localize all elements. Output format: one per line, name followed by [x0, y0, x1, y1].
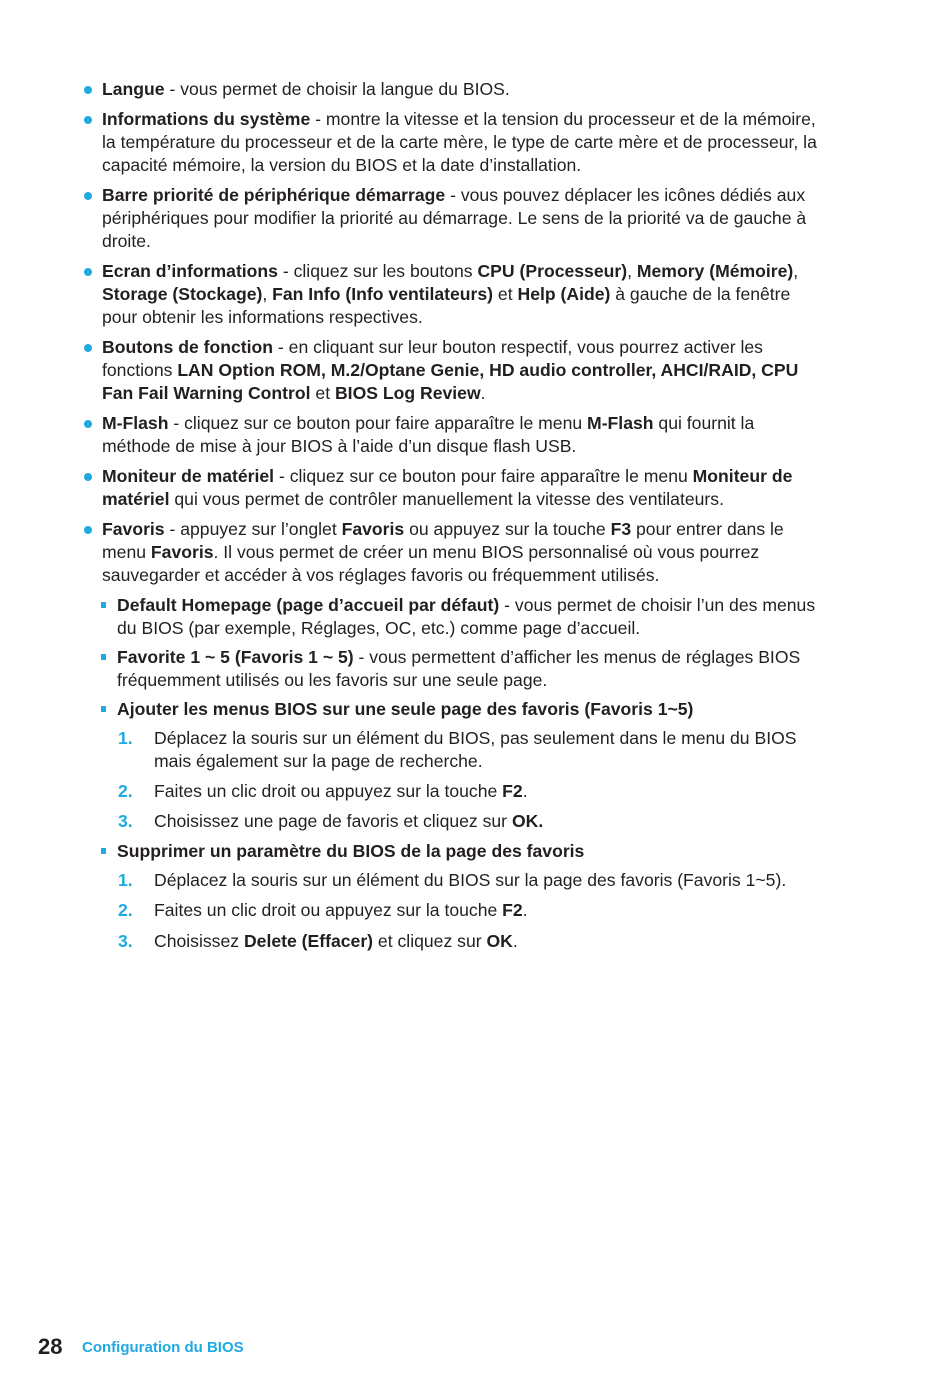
text: - vous permet de choisir l’un des menus du BIOS (par exemple, Réglages, OC, etc.) comme page d’accueil.	[117, 595, 816, 638]
bold-text: Favoris	[150, 542, 214, 562]
step-number: 3.	[118, 811, 133, 831]
list-item	[0, 260, 822, 329]
square-bullet-icon	[101, 602, 106, 608]
text: - cliquez sur les boutons	[277, 261, 478, 281]
text: - en cliquant sur leur bouton respectif, vous pourrez activer les fonctions	[102, 337, 763, 380]
bold-text: BIOS Log Review	[334, 383, 481, 403]
bold-text: Favoris	[341, 519, 405, 539]
add-favorites-heading: Ajouter les menus BIOS sur une seule page des favoris (Favoris 1~5)	[0, 698, 822, 721]
text: et cliquez sur	[373, 931, 487, 951]
text: Faites un clic droit ou appuyez sur la touche	[154, 900, 503, 920]
feature-list	[0, 78, 950, 587]
text: .	[480, 383, 486, 403]
square-bullet-icon	[101, 654, 106, 660]
sub-list-item	[0, 594, 822, 640]
bullet-dot-icon	[84, 192, 92, 200]
text: ou appuyez sur la touche	[404, 519, 611, 539]
bold-text: Default Homepage (page d’accueil par défaut)	[117, 595, 500, 615]
bullet-dot-icon	[84, 526, 92, 534]
bold-text: Favoris	[102, 519, 165, 539]
text: pour entrer dans le menu	[102, 519, 784, 562]
bold-text: Help (Aide)	[517, 284, 611, 304]
bold-text: Boutons de fonction	[102, 337, 274, 357]
list-item	[0, 412, 822, 458]
square-bullet-icon	[101, 848, 106, 854]
text: .	[522, 900, 528, 920]
text: ,	[627, 261, 637, 281]
text: - vous pouvez déplacer les icônes dédiés aux périphériques pour modifier la priorité au démarrage. Le sens de la priorité va de gauche à droite.	[102, 185, 807, 251]
text: . Il vous permet de créer un menu BIOS personnalisé où vous pourrez sauvegarder et accéder à vos réglages favoris ou fréquemment utilisés.	[102, 542, 760, 585]
text: - vous permettent d’afficher les menus de réglages BIOS fréquemment utilisés ou les favoris sur une seule page.	[117, 647, 801, 690]
page-number: 28	[38, 1334, 63, 1359]
bold-text: Fan Info (Info ventilateurs)	[272, 284, 494, 304]
bold-text: Favorite 1 ~ 5 (Favoris 1 ~ 5)	[117, 647, 354, 667]
bullet-dot-icon	[84, 473, 92, 481]
bold-text: M-Flash	[587, 413, 654, 433]
bold-text: OK.	[511, 811, 544, 831]
document-body	[0, 78, 950, 960]
numbered-step	[0, 727, 822, 773]
bold-text: Ecran d’informations	[102, 261, 278, 281]
bold-text: F3	[610, 519, 632, 539]
bold-text: Moniteur de matériel	[102, 466, 793, 509]
bold-text: LAN Option ROM, M.2/Optane Genie, HD audio controller, AHCI/RAID, CPU Fan Fail Warning Control	[102, 360, 799, 403]
text: - vous permet de choisir la langue du BIOS.	[164, 79, 510, 99]
bold-text: M-Flash	[102, 413, 169, 433]
text: à gauche de la fenêtre pour obtenir les informations respectives.	[102, 284, 791, 327]
text: ,	[793, 261, 799, 281]
bold-text: Langue	[102, 79, 165, 99]
text: - montre la vitesse et la tension du processeur et de la mémoire, la température du processeur et de la carte mère, le type de carte mère et de processeur, la capacité mémoire, la version du BIOS et la date d’installation.	[102, 109, 817, 175]
list-item	[0, 465, 822, 511]
bullet-dot-icon	[84, 344, 92, 352]
bold-text: Moniteur de matériel	[102, 466, 275, 486]
step-number: 1.	[118, 870, 133, 890]
text: .	[512, 931, 518, 951]
square-bullet-icon	[101, 706, 106, 712]
bold-text: Storage (Stockage)	[102, 284, 263, 304]
list-item	[0, 336, 822, 405]
favorites-sub-list	[0, 594, 950, 692]
bold-text: Barre priorité de périphérique démarrage	[102, 185, 446, 205]
numbered-step	[0, 810, 822, 833]
text: qui fournit la méthode de mise à jour BIOS à l’aide d’un disque flash USB.	[102, 413, 755, 456]
text: Déplacez la souris sur un élément du BIOS sur la page des favoris (Favoris 1~5).	[154, 870, 787, 890]
text: Choisissez	[154, 931, 244, 951]
bullet-dot-icon	[84, 420, 92, 428]
remove-favorites-heading: Supprimer un paramètre du BIOS de la page des favoris	[0, 840, 822, 863]
numbered-step	[0, 899, 822, 922]
text: .	[522, 781, 528, 801]
bold-text: Memory (Mémoire)	[636, 261, 794, 281]
bullet-dot-icon	[84, 116, 92, 124]
text: Faites un clic droit ou appuyez sur la touche	[154, 781, 503, 801]
list-item	[0, 518, 822, 587]
list-item	[0, 108, 822, 177]
bold-text: OK	[486, 931, 513, 951]
text: ,	[262, 284, 273, 304]
add-favorites-steps	[0, 727, 950, 833]
list-item	[0, 184, 822, 253]
text: - cliquez sur ce bouton pour faire apparaître le menu	[274, 466, 693, 486]
list-item	[0, 78, 822, 101]
text: - appuyez sur l’onglet	[164, 519, 342, 539]
step-number: 1.	[118, 728, 133, 748]
numbered-step	[0, 869, 822, 892]
bold-text: Delete (Effacer)	[243, 931, 374, 951]
bold-text: F2	[502, 781, 523, 801]
bold-text: CPU (Processeur)	[477, 261, 628, 281]
text: Choisissez une page de favoris et cliquez sur	[154, 811, 512, 831]
step-number: 2.	[118, 900, 133, 920]
bullet-dot-icon	[84, 86, 92, 94]
remove-favorites-steps	[0, 869, 950, 953]
text: - cliquez sur ce bouton pour faire apparaître le menu	[168, 413, 588, 433]
bold-text: Informations du système	[102, 109, 311, 129]
text: et	[493, 284, 518, 304]
sub-list-item	[0, 646, 822, 692]
step-number: 3.	[118, 931, 133, 951]
numbered-step	[0, 930, 822, 953]
footer-section-title: Configuration du BIOS	[82, 1339, 244, 1356]
bullet-dot-icon	[84, 268, 92, 276]
step-number: 2.	[118, 781, 133, 801]
bold-text: F2	[502, 900, 523, 920]
numbered-step	[0, 780, 822, 803]
text: qui vous permet de contrôler manuellement la vitesse des ventilateurs.	[169, 489, 724, 509]
text: Déplacez la souris sur un élément du BIOS, pas seulement dans le menu du BIOS mais également sur la page de recherche.	[154, 728, 797, 771]
text: et	[310, 383, 335, 403]
